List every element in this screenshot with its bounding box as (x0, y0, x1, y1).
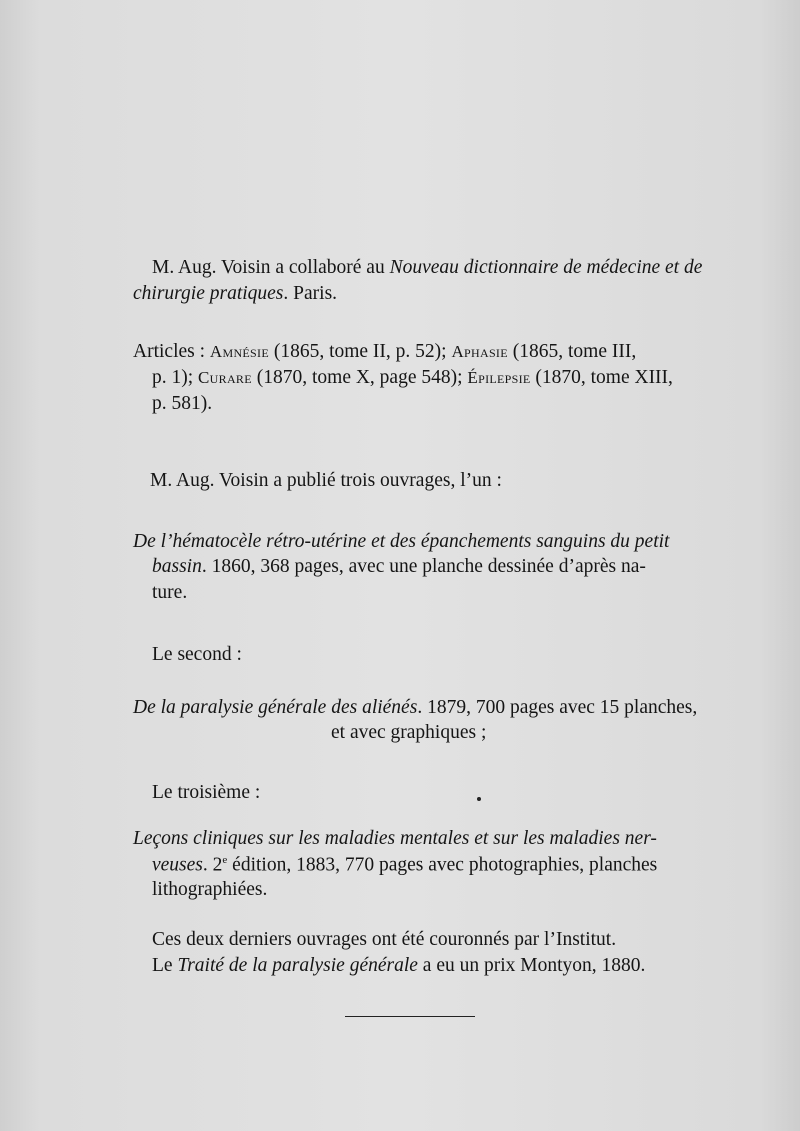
publications-intro (150, 471, 502, 491)
closing-rule (345, 1016, 475, 1017)
article-aphasie: Aphasie (451, 342, 508, 361)
work-3-details: édition, 1883, 770 pages avec photographies, planches (227, 854, 658, 876)
edition-superscript: e (222, 854, 228, 866)
dictionary-title: Nouveau dictionnaire de médecine et de (389, 257, 703, 278)
work-1-line-2 (152, 557, 646, 577)
articles-label: Articles : (133, 341, 210, 362)
third-heading-text: Le troisième : (152, 782, 261, 803)
work-3-line-2 (152, 855, 657, 875)
collaboration-place: . Paris. (283, 283, 338, 304)
work-3-title: Leçons cliniques sur les maladies mentales et sur les maladies ner- (133, 828, 657, 849)
third-heading (152, 783, 260, 803)
treatise-title: Traité de la paralysie générale (177, 955, 418, 976)
awards-line-1 (152, 930, 616, 950)
awards-text: Le (152, 955, 178, 976)
work-1-title-cont: bassin (152, 556, 202, 577)
article-amnesie: Amnésie (209, 342, 269, 361)
print-speck (477, 797, 481, 801)
work-2-line-1 (133, 698, 697, 718)
work-1-line-1 (133, 532, 669, 552)
articles-line-1 (133, 342, 636, 362)
publications-intro-text: M. Aug. Voisin a publié trois ouvrages, l’un : (150, 470, 502, 491)
work-2-line-2 (331, 723, 486, 743)
articles-line-2 (152, 368, 673, 388)
second-heading-text: Le second : (152, 644, 242, 665)
collaboration-line-1 (152, 258, 702, 278)
article-text: (1865, tome II, p. 52); (268, 341, 452, 362)
work-1-line-3 (152, 583, 187, 603)
work-1-details-cont: ture. (152, 582, 188, 603)
article-text: (1870, tome XIII, (530, 367, 673, 388)
second-heading (152, 645, 242, 665)
awards-text: Ces deux derniers ouvrages ont été couronnés par l’Institut. (152, 929, 617, 950)
work-3-details: . 2 (202, 854, 223, 876)
work-3-line-3 (152, 880, 267, 900)
work-3-title-cont: veuses (152, 854, 203, 876)
collaboration-text: M. Aug. Voisin a collaboré au (152, 257, 390, 278)
article-text: (1865, tome III, (507, 341, 637, 362)
article-text: (1870, tome X, page 548); (251, 367, 468, 388)
awards-text: a eu un prix Montyon, 1880. (417, 955, 646, 976)
work-3-details-cont: lithographiées. (152, 879, 268, 900)
work-1-title: De l’hématocèle rétro-utérine et des épanchements sanguins du petit (133, 531, 670, 552)
work-1-details: . 1860, 368 pages, avec une planche dessinée d’après na- (201, 556, 646, 577)
articles-line-3 (152, 394, 212, 414)
article-text: p. 581). (152, 393, 213, 414)
dictionary-title-cont: chirurgie pratiques (133, 283, 284, 304)
article-curare: Curare (198, 368, 252, 387)
work-2-details: . 1879, 700 pages avec 15 planches, (417, 697, 698, 718)
article-text: p. 1); (152, 367, 199, 388)
work-3-line-1 (133, 829, 657, 849)
awards-line-2 (152, 956, 645, 976)
collaboration-line-2 (133, 284, 337, 304)
work-2-details-cont: et avec graphiques ; (331, 722, 487, 743)
work-2-title: De la paralysie générale des aliénés (133, 697, 418, 718)
article-epilepsie: Épilepsie (467, 368, 531, 387)
